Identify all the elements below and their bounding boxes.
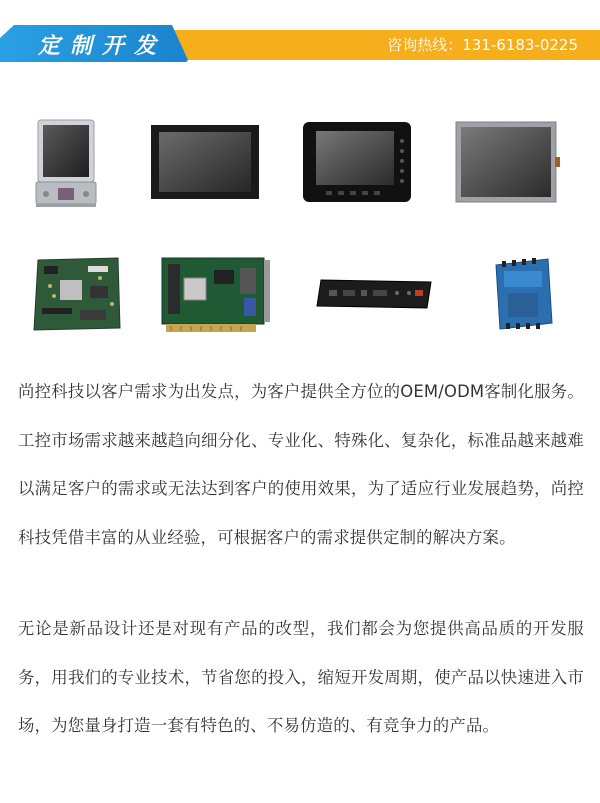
box-pc-icon — [315, 278, 433, 314]
product-industrial-cpu-card — [160, 256, 272, 338]
product-rugged-panel-display — [302, 121, 412, 203]
banner-title: 定制开发 — [38, 34, 167, 59]
io-module-icon — [492, 257, 556, 331]
product-embedded-box-pc — [315, 278, 433, 314]
hotline-text: 咨询热线：131-6183-0225 — [387, 36, 578, 54]
cpu-card-icon — [160, 256, 272, 338]
monitor-icon — [150, 124, 260, 200]
description-paragraph-2: 无论是新品设计还是对现有产品的改型，我们都会为您提供高品质的开发服务，用我们的专业技术，节省您的投入，缩短开发周期，使产品以快速进入市场，为您量身打造一套有特色的、不易仿造的、有竞争力的产品。 — [18, 619, 584, 735]
description-paragraph-1: 尚控科技以客户需求为出发点，为客户提供全方位的OEM/ODM客制化服务。工控市场需求越来越趋向细分化、专业化、特殊化、复杂化，标准品越来越难以满足客户的需求或无法达到客户的使用效果，为了适应行业发展趋势，尚控科技凭借丰富的从业经验，可根据客户的需求提供定制的解决方案。 — [18, 382, 584, 547]
motherboard-icon — [30, 256, 122, 332]
header-banner — [0, 0, 600, 92]
kiosk-monitor-icon — [32, 118, 100, 208]
monitor-icon — [455, 121, 561, 203]
product-open-frame-monitor-silver — [455, 121, 561, 203]
product-din-rail-io-module — [492, 257, 556, 331]
product-kiosk-terminal — [32, 118, 100, 208]
panel-display-icon — [302, 121, 412, 203]
product-embedded-mainboard — [30, 256, 122, 332]
product-open-frame-monitor-black — [150, 124, 260, 200]
